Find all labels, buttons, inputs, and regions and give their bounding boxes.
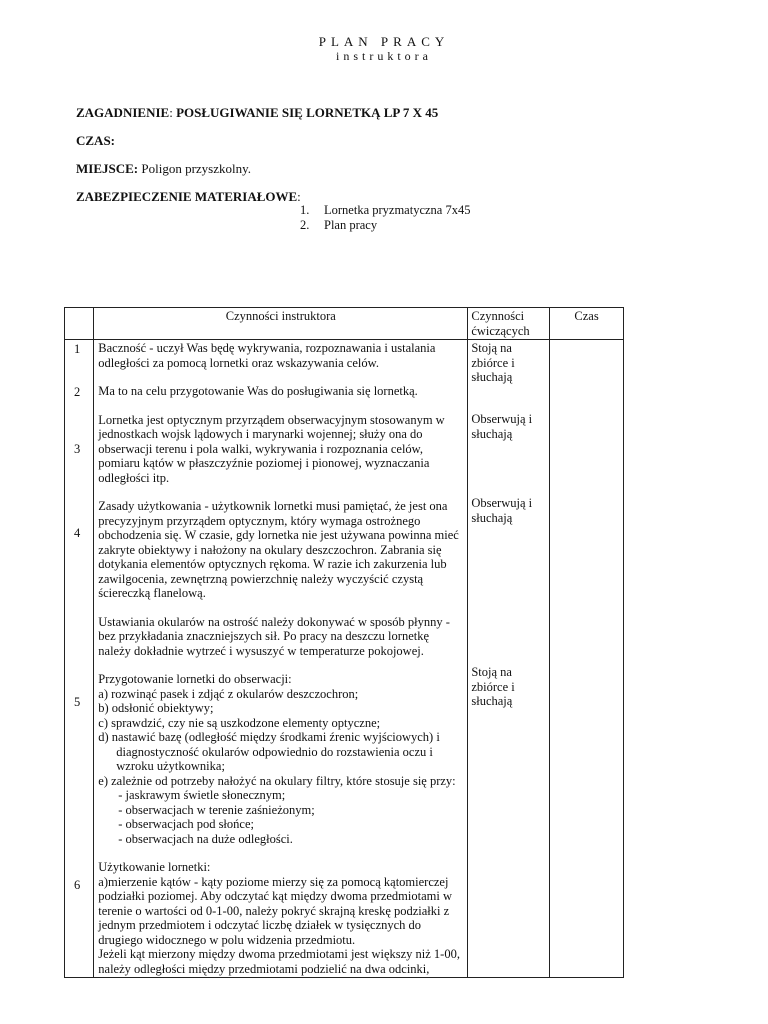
list-item: d) nastawić bazę (odległość między środkami źrenic wyjściowych) i diagnostyczność okularów odpowiednio do rozstawienia oczu i wzroku użytkownika; <box>98 730 440 773</box>
zabezpieczenie-label: ZABEZPIECZENIE MATERIAŁOWE <box>76 189 298 204</box>
cw-text: Stoją na zbiórce i słuchają <box>471 341 515 384</box>
meta-zabezpieczenie: ZABEZPIECZENIE MATERIAŁOWE: <box>76 189 301 204</box>
num-column <box>65 340 94 978</box>
paragraph-6: a)mierzenie kątów - kąty poziome mierzy się za pomocą kątomierczej podziałki poziomej. Aby odczytać kąt między dwoma przedmiotami w terenie o wartości od 0-1-00, należy pokryć skrajną kreskę podziałki z jednym przedmiotem i odczytać liczbę działek w tysięcznych do drugiego widocznego w polu widzenia przedmiotu. <box>98 874 452 947</box>
table-header-row <box>65 308 624 340</box>
paragraph-3: Lornetka jest optycznym przyrządem obserwacyjnym stosowanym w jednostkach wojsk lądowych i marynarki wojennej; służy ona do obserwacji terenu i pola walki, wykrywania i rozpoznania celów, pomiaru kątów w płaszczyźnie poziomej i pionowej, wyznaczania odległości itp. <box>98 412 445 485</box>
meta-czas <box>76 133 115 149</box>
header-cw: Czynności ćwiczących <box>468 308 550 340</box>
header-czas: Czas <box>550 308 624 340</box>
list-item: c) sprawdzić, czy nie są uszkodzone elementy optyczne; <box>98 715 381 730</box>
instr-column <box>94 340 468 978</box>
czas-column <box>550 340 624 978</box>
row-number: 6 <box>74 878 81 892</box>
prep-list <box>98 687 463 789</box>
row-number: 4 <box>74 526 81 540</box>
paragraph-4b: Ustawiania okularów na ostrość należy dokonywać w sposób płynny - bez przykładania znaczniejszych sił. Po pracy na deszczu lornetkę należy dokładnie wytrzeć i wysuszyć w temperaturze pokojowej. <box>98 614 450 658</box>
dash-item: - obserwacjach na duże odległości. <box>118 831 293 846</box>
meta-zagadnienie: ZAGADNIENIE: POSŁUGIWANIE SIĘ LORNETKĄ LP 7 X 45 <box>76 105 439 120</box>
dash-item: - obserwacjach w terenie zaśnieżonym; <box>118 802 315 817</box>
row-number: 5 <box>74 695 81 709</box>
dash-item: - jaskrawym świetle słonecznym; <box>118 788 286 802</box>
materials-list <box>300 203 470 233</box>
row-number: 3 <box>74 442 81 456</box>
cw-text: Stoją na zbiórce i słuchają <box>471 665 515 708</box>
paragraph-6-head: Użytkowanie lornetki: <box>98 860 211 874</box>
cw-column <box>468 340 550 978</box>
paragraph-1: Baczność - uczył Was będę wykrywania, rozpoznawania i ustalania odległości za pomocą lornetki oraz wskazywania celów. <box>98 341 436 370</box>
dash-item: - obserwacjach pod słońce; <box>118 817 254 831</box>
miejsce-value: Poligon przyszkolny. <box>141 161 252 176</box>
cw-text: Obserwują i słuchają <box>471 496 533 525</box>
paragraph-4: Zasady użytkowania - użytkownik lornetki musi pamiętać, że jest ona precyzyjnym przyrządem optycznym, który wymaga ostrożnego obchodzenia się. W czasie, gdy lornetka nie jest używana powinna mieć zakryte obiektywy i nałożony na okulary deszczochron. Zabrania się dotykania elementów optycznych rękoma. W razie ich zakurzenia lub zawilgocenia, zewnętrzną powierzchnię należy wyczyścić czystą ściereczką flanelową. <box>98 499 459 600</box>
doc-title: PLAN PRACY <box>318 34 450 49</box>
paragraph-6b: Jeżeli kąt mierzony między dwoma przedmiotami jest większy niż 1-00, należy odległości między przedmiotami podzielić na dwa odcinki, <box>98 947 460 976</box>
list-item: a) rozwinąć pasek i zdjąć z okularów deszczochron; <box>98 686 359 701</box>
list-item: e) zależnie od potrzeby nałożyć na okulary filtry, które stosuje się przy: <box>98 773 456 788</box>
paragraph-5-head: Przygotowanie lornetki do obserwacji: <box>98 672 292 686</box>
header-instr: Czynności instruktora <box>94 308 468 340</box>
miejsce-label: MIEJSCE: <box>76 161 139 176</box>
doc-subtitle: instruktora <box>336 49 432 63</box>
zagadnienie-label: ZAGADNIENIE <box>76 105 170 120</box>
material-item: 2. Plan pracy <box>300 218 378 232</box>
table-row <box>65 340 624 978</box>
row-number: 1 <box>74 342 81 356</box>
paragraph-2: Ma to na celu przygotowanie Was do posługiwania się lornetką. <box>98 384 418 398</box>
plan-table <box>64 307 624 978</box>
material-item: 1. Lornetka pryzmatyczna 7x45 <box>300 203 471 217</box>
header-num <box>65 308 94 340</box>
row-number: 2 <box>74 385 81 399</box>
zagadnienie-value: POSŁUGIWANIE SIĘ LORNETKĄ LP 7 X 45 <box>176 105 439 120</box>
czas-label: CZAS: <box>76 133 116 148</box>
cw-text: Obserwują i słuchają <box>471 412 533 441</box>
meta-miejsce <box>76 161 251 177</box>
list-item: b) odsłonić obiektywy; <box>98 701 214 715</box>
